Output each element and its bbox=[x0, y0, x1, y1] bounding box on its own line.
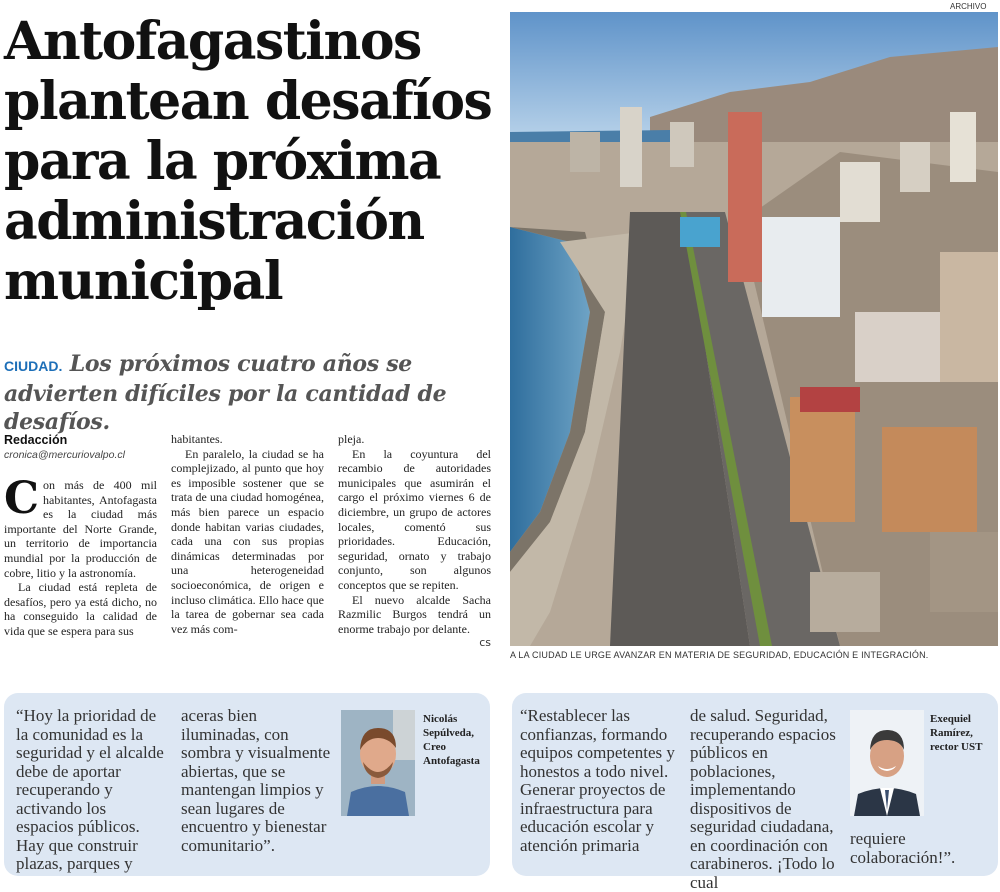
person-role: rector UST bbox=[930, 741, 983, 753]
quote-text-part-3: requiere colaboración!”. bbox=[850, 829, 956, 867]
person-name: Nicolás Sepúlveda, bbox=[423, 713, 475, 739]
author-name: Redacción bbox=[4, 433, 68, 447]
headline bbox=[4, 12, 504, 312]
person-name: Exequiel Ramírez, bbox=[930, 713, 973, 739]
body-column-1 bbox=[4, 473, 157, 639]
quote-text-part-1: “Hoy la prioridad de la comunidad es la seguridad y el alcalde debe de aportar recuperando y activando los espacios públicos. Hay que construir plazas, parques y bbox=[16, 706, 164, 873]
headline-line-3: para la próxima bbox=[4, 131, 441, 192]
byline bbox=[4, 432, 154, 462]
paragraph bbox=[4, 473, 157, 580]
kicker-text: Los próximos cuatro años se advierten difíciles por la cantidad de desafíos. bbox=[4, 351, 447, 435]
headline-line-2: plantean desafíos bbox=[4, 71, 492, 132]
person-credit bbox=[930, 712, 994, 754]
city-aerial-photo bbox=[510, 12, 998, 646]
photo-credit: ARCHIVO bbox=[950, 2, 987, 11]
person-role: Creo Antofagasta bbox=[423, 741, 480, 767]
body-column-3 bbox=[338, 432, 491, 651]
headline-line-5: municipal bbox=[4, 251, 283, 312]
paragraph bbox=[338, 592, 491, 650]
quote-text-part-2: aceras bien iluminadas, con sombra y visualmente abiertas, que se mantengan limpios y sean lugares de encuentro y bienestar comunitario”. bbox=[181, 706, 331, 855]
quote-box-sepulveda bbox=[4, 693, 490, 876]
portrait-photo bbox=[341, 710, 415, 816]
paragraph: En paralelo, la ciudad se ha complejizado, al punto que hoy es imposible sostener que se trata de una ciudad homogénea, más bien parece un espacio donde habitan varias ciudades, cada una con sus propias dinámicas determinadas por una heterogeneidad socioeconómica, de origen e incluso climática. Ello hace que la tarea de gobernar sea cada vez más com- bbox=[171, 446, 324, 636]
paragraph: pleja. bbox=[338, 432, 365, 446]
paragraph-text: El nuevo alcalde Sacha Razmilic Burgos tendrá un enorme trabajo por delante. bbox=[338, 592, 491, 636]
quote-box-ramirez bbox=[512, 693, 998, 892]
headline-line-1: Antofagastinos bbox=[4, 11, 421, 72]
author-email[interactable]: cronica@mercuriovalpo.cl bbox=[4, 449, 125, 461]
kicker bbox=[4, 350, 504, 436]
end-mark-icon: cs bbox=[479, 636, 491, 650]
headline-line-4: administración bbox=[4, 191, 424, 252]
body-column-2 bbox=[171, 432, 324, 636]
paragraph-text: on más de 400 mil habitantes, Antofagasta es la ciudad más importante del Norte Grande, un territorio de importancia mundial por la producción de cobre, litio y la astronomía. bbox=[4, 478, 157, 580]
quote-text-part-1: “Restablecer las confianzas, formando equipos competentes y honestos a todo nivel. Generar proyectos de infraestructura para educación escolar y atención primaria bbox=[520, 706, 675, 855]
section-tag: CIUDAD. bbox=[4, 358, 63, 374]
aerial-illustration bbox=[510, 12, 998, 646]
paragraph: La ciudad está repleta de desafíos, pero ya está dicho, no ha conseguido la calidad de vida que se espera para sus bbox=[4, 580, 157, 638]
person-illustration bbox=[850, 710, 924, 816]
paragraph: habitantes. bbox=[171, 432, 223, 446]
person-credit bbox=[423, 712, 485, 768]
paragraph: En la coyuntura del recambio de autoridades municipales que asumirán el cargo el próximo viernes 6 de diciembre, un grupo de actores locales, comentó sus prioridades. Educación, seguridad, ornato y trabajo conjunto, son algunos conceptos que se repiten. bbox=[338, 446, 491, 592]
photo-caption: A LA CIUDAD LE URGE AVANZAR EN MATERIA DE SEGURIDAD, EDUCACIÓN E INTEGRACIÓN. bbox=[510, 650, 929, 660]
quote-text-part-2: de salud. Seguridad, recuperando espacios públicos en poblaciones, implementando dispositivos de seguridad ciudadana, en coordinación con carabineros. ¡Todo lo cual bbox=[690, 706, 836, 892]
drop-cap: C bbox=[4, 473, 40, 524]
portrait-photo bbox=[850, 710, 924, 816]
person-illustration bbox=[341, 710, 415, 816]
